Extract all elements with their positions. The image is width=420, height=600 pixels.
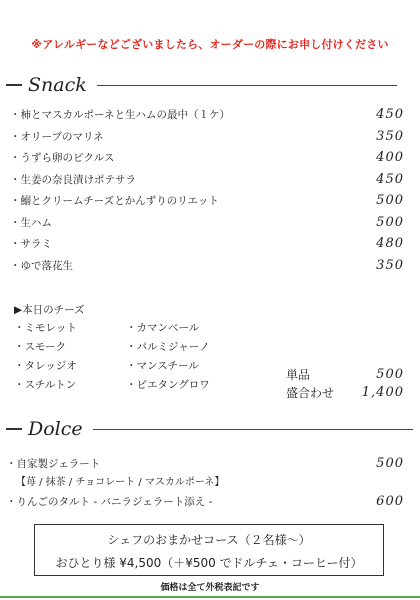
menu-item-price: 400 [376,149,404,165]
snack-title: Snack [28,74,87,96]
cheese-assort-label: 盛合わせ [286,385,335,400]
header-dash [6,428,22,430]
dolce-title: Dolce [28,418,83,440]
bottom-divider [0,596,420,598]
menu-item-name: ・サラミ [10,237,52,250]
cheese-item: ・スチルトン [14,379,77,391]
dolce-item-name: ・りんごのタルト - バニラジェラート添え - [6,495,213,508]
menu-item [10,105,410,123]
menu-item-price: 350 [376,128,404,144]
cheese-assort-price: 1,400 [361,384,404,400]
menu-item-name: ・オリーブのマリネ [10,130,104,143]
menu-item-name: ・うずら卵のピクルス [10,151,115,164]
menu-item-price: 500 [376,214,404,230]
dolce-item [6,492,410,510]
dolce-item [6,454,410,472]
menu-item-price: 500 [376,192,404,208]
header-rule [97,85,397,86]
menu-item [10,256,410,274]
cheese-single-label: 単品 [286,367,311,382]
cheese-item: ・スモーク [14,341,67,353]
cheese-item: ・マンスチール [126,360,199,372]
cheese-list-right [126,319,210,395]
dolce-item-price: 600 [376,493,404,509]
cheese-assort-price-row [286,382,410,402]
allergy-notice: ※アレルギーなどございましたら、オーダーの際にお申し付けください [31,38,389,51]
header-dash [6,84,22,86]
menu-item [10,213,410,231]
course-price: おひとり様 ¥4,500（＋¥500 でドルチェ・コーヒー付） [55,556,363,570]
cheese-title: ▶本日のチーズ [14,304,85,316]
menu-item-price: 480 [376,235,404,251]
cheese-item: ・カマンベール [126,322,200,334]
course-title: シェフのおまかせコース（２名様～） [107,533,311,547]
dolce-section-header [6,418,413,440]
cheese-item: ・タレッジオ [14,360,77,372]
dolce-item-price: 500 [376,455,404,471]
cheese-single-price: 500 [376,366,404,382]
menu-item-price: 450 [376,106,404,122]
menu-item-name: ・ゆで落花生 [10,259,73,272]
chef-course-box [34,524,384,576]
dolce-item-name: ・自家製ジェラート [6,457,101,470]
menu-item-name: ・柿とマスカルポーネと生ハムの最中（１ケ） [10,108,230,121]
menu-item [10,148,410,166]
menu-item [10,170,410,188]
menu-item-price: 450 [376,171,404,187]
menu-item [10,191,410,209]
cheese-item: ・ピエタングロワ [126,379,210,391]
snack-section-header [6,74,397,96]
cheese-item: ・パルミジャーノ [126,341,210,353]
cheese-list-left [14,319,77,395]
menu-item-name: ・生姜の奈良漬けポテサラ [10,173,136,186]
menu-item [10,127,410,145]
cheese-item: ・ミモレット [14,322,77,334]
menu-item [10,234,410,252]
cheese-single-price-row [286,364,410,384]
gelato-flavors: 【苺 / 抹茶 / チョコレート / マスカルポーネ】 [16,477,225,488]
menu-item-price: 350 [376,257,404,273]
menu-item-name: ・鰯とクリームチーズとかんずりのリエット [10,194,219,207]
menu-item-name: ・生ハム [10,216,52,229]
header-rule [93,429,413,430]
tax-note: 価格は全て外税表記です [160,583,260,593]
